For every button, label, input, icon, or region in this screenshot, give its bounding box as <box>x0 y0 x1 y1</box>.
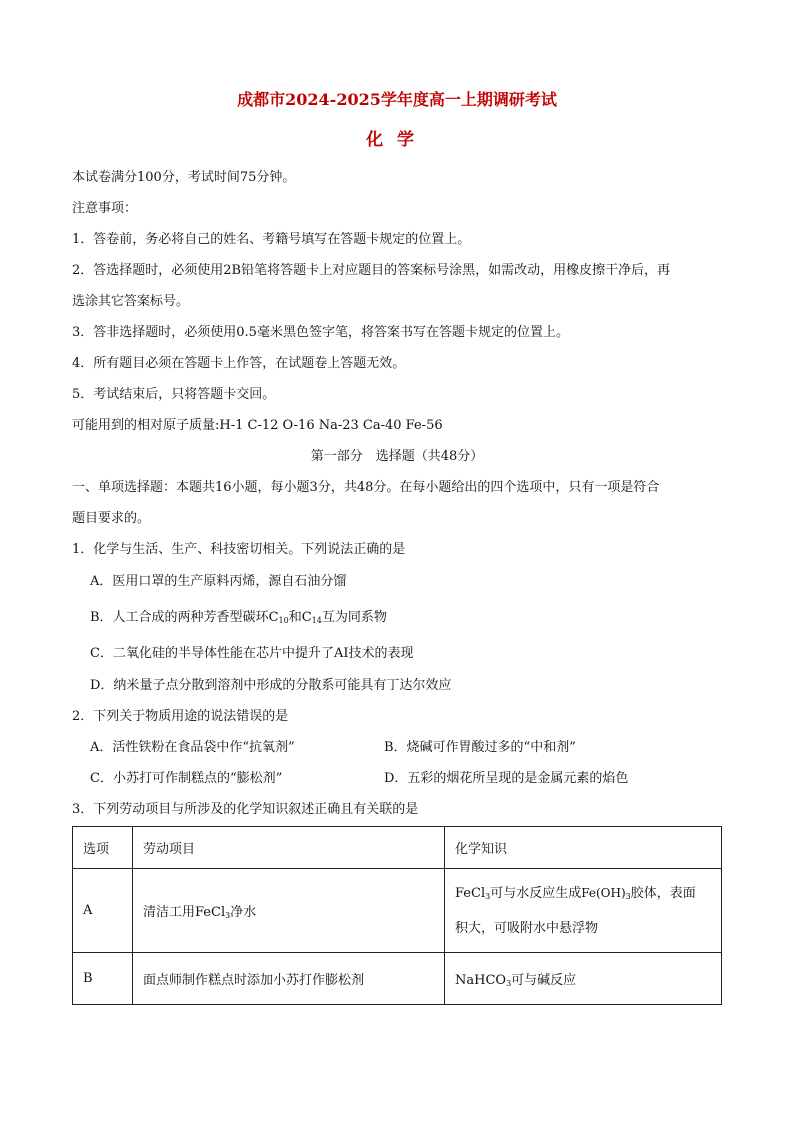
intro-text: 本试卷满分100分，考试时间75分钟。 <box>72 170 296 185</box>
subscript: 10 <box>278 616 289 625</box>
part1-title: 第一部分 选择题（共48分） <box>310 449 484 464</box>
subscript: 3 <box>625 892 631 901</box>
question-2-option-c: C．小苏打可作制糕点的“膨松剂” <box>90 771 283 786</box>
knowledge-formula: Fe(OH) <box>581 886 626 900</box>
subscript: 3 <box>225 911 231 920</box>
question-1-option-c: C．二氧化硅的半导体性能在芯片中提升了AI技术的表现 <box>90 646 414 661</box>
question-1-option-b <box>90 610 387 626</box>
question-1-stem: 1．化学与生活、生产、科技密切相关。下列说法正确的是 <box>72 542 406 557</box>
task-cell <box>133 869 445 953</box>
carbon-symbol: C <box>268 610 279 625</box>
question-2-stem: 2．下列关于物质用途的说法错误的是 <box>72 709 289 724</box>
subject-title: 化学 <box>366 130 428 150</box>
question-1-option-a: A．医用口罩的生产原料丙烯，源自石油分馏 <box>90 574 347 589</box>
knowledge-text: 胶体，表面 <box>630 886 696 901</box>
exam-title: 成都市2024-2025学年度高一上期调研考试 <box>237 90 557 109</box>
knowledge-text: 可与碱反应 <box>511 973 577 988</box>
table-header-cell: 选项 <box>73 827 133 869</box>
table-row <box>73 953 722 1005</box>
question-2-option-a: A．活性铁粉在食品袋中作“抗氧剂” <box>90 740 295 755</box>
option-b-text: 和 <box>288 610 302 625</box>
task-cell: 面点师制作糕点时添加小苏打作膨松剂 <box>133 953 445 1005</box>
subscript: 3 <box>506 979 512 988</box>
question-2-option-d: D．五彩的烟花所呈现的是金属元素的焰色 <box>384 771 629 786</box>
option-b-text: 互为同系物 <box>321 610 387 625</box>
section-instructions-continued: 题目要求的。 <box>72 511 151 526</box>
notice-item: 1．答卷前，务必将自己的姓名、考籍号填写在答题卡规定的位置上。 <box>72 232 471 247</box>
question-1-option-d: D．纳米量子点分散到溶剂中形成的分散系可能具有丁达尔效应 <box>90 678 452 693</box>
table-header-cell: 化学知识 <box>445 827 722 869</box>
notice-item: 2．答选择题时，必须使用2B铅笔将答题卡上对应题目的答案标号涂黑，如需改动，用橡皮擦干净后，再 <box>72 263 671 278</box>
task-text: 清洁工用FeCl <box>143 905 226 920</box>
table-header-row <box>73 827 722 869</box>
notice-item: 3．答非选择题时，必须使用0.5毫米黑色签字笔，将答案书写在答题卡规定的位置上。 <box>72 325 569 340</box>
question-3-stem: 3．下列劳动项目与所涉及的化学知识叙述正确且有关联的是 <box>72 802 419 817</box>
task-text: 净水 <box>230 905 257 920</box>
carbon-symbol: C <box>301 610 312 625</box>
table-header-cell: 劳动项目 <box>133 827 445 869</box>
knowledge-text: NaHCO <box>455 973 507 988</box>
question-3-table <box>72 826 722 1005</box>
section-instructions: 一、单项选择题：本题共16小题，每小题3分，共48分。在每小题给出的四个选项中，只有一项是符合 <box>72 480 660 495</box>
question-2-option-b: B．烧碱可作胃酸过多的“中和剂” <box>384 740 576 755</box>
subscript: 3 <box>485 892 491 901</box>
notice-item-continued: 选涂其它答案标号。 <box>72 294 190 309</box>
option-b-text: B．人工合成的两种芳香型碳环 <box>90 610 269 625</box>
knowledge-line <box>455 875 711 912</box>
knowledge-cell <box>445 869 722 953</box>
atomic-masses: 可能用到的相对原子质量:H-1 C-12 O-16 Na-23 Ca-40 Fe-56 <box>72 418 443 433</box>
knowledge-text: FeCl <box>455 886 486 901</box>
knowledge-line: 积大，可吸附水中悬浮物 <box>455 921 599 936</box>
subscript: 14 <box>311 616 322 625</box>
notice-title: 注意事项： <box>72 201 138 216</box>
option-cell: A <box>73 869 133 953</box>
knowledge-text: 可与水反应生成 <box>490 886 582 901</box>
notice-item: 4．所有题目必须在答题卡上作答，在试题卷上答题无效。 <box>72 356 406 371</box>
notice-item: 5．考试结束后，只将答题卡交回。 <box>72 387 276 402</box>
option-cell: B <box>73 953 133 1005</box>
knowledge-cell <box>445 953 722 1005</box>
table-row <box>73 869 722 953</box>
